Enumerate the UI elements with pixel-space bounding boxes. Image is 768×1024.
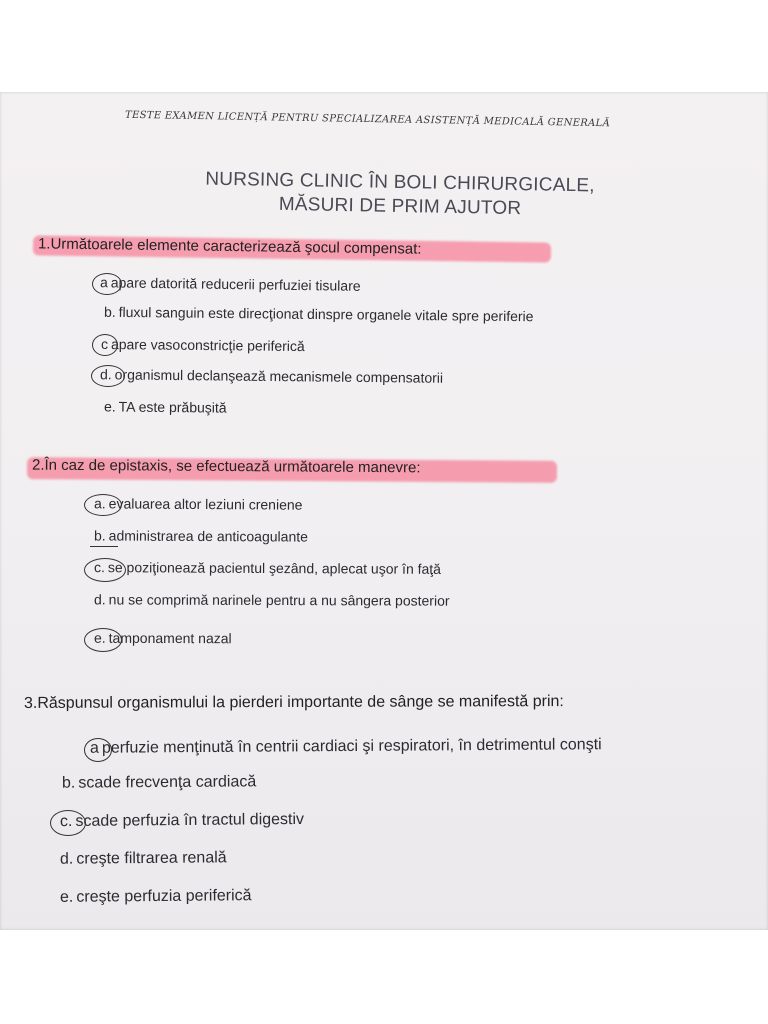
answer-circle-mark — [92, 273, 122, 295]
page-title-line2: MĂSURI DE PRIM AJUTOR — [278, 193, 522, 220]
option-letter: b. — [103, 303, 116, 320]
q3-option-d — [60, 849, 227, 868]
option-letter: a — [89, 739, 99, 757]
answer-circle-mark — [84, 494, 122, 516]
q2-option-b — [94, 527, 308, 544]
answer-circle-mark — [91, 365, 125, 387]
option-text: creşte filtrarea renală — [76, 849, 227, 868]
option-letter: b. — [61, 774, 76, 792]
option-text: apare datorită reducerii perfuziei tisulare — [110, 274, 361, 294]
question-3: 3.Răspunsul organismului la pierderi importante de sânge se manifestă prin: — [23, 693, 564, 712]
question-1: 1.Următoarele elemente caracterizează şocul compensat: — [37, 235, 422, 258]
answer-circle-mark — [84, 628, 122, 652]
option-letter: d. — [59, 850, 74, 868]
option-text: apare vasoconstricţie periferică — [110, 336, 305, 355]
option-letter: c. — [93, 559, 105, 576]
page-title-line1: NURSING CLINIC ÎN BOLI CHIRURGICALE, — [205, 168, 595, 197]
option-letter: d. — [99, 366, 112, 383]
q1-option-c — [101, 336, 305, 354]
q3-option-a — [90, 736, 602, 758]
option-text: se poziţionează pacientul şezând, aplecat uşor în faţă — [107, 559, 442, 577]
option-letter: e. — [59, 888, 74, 906]
option-letter: e. — [93, 629, 106, 646]
q2-option-c — [94, 559, 441, 577]
option-text: evaluarea altor leziuni creniene — [108, 495, 303, 513]
option-letter: a. — [93, 495, 106, 512]
option-text: tamponament nazal — [108, 629, 232, 647]
option-letter: d. — [93, 591, 106, 608]
option-text: organismul declanşează mecanismele compensatorii — [114, 366, 444, 386]
option-text: perfuzie menţinută în centrii cardiaci şi respiratori, în detrimentul conşti — [101, 736, 602, 757]
option-text: scade perfuzia în tractul digestiv — [75, 810, 305, 830]
question-2: 2.În caz de epistaxis, se efectuează următoarele manevre: — [31, 456, 421, 477]
q3-option-e — [60, 887, 252, 907]
option-text: TA este prăbuşită — [118, 398, 227, 416]
answer-underline-mark — [90, 544, 118, 547]
answer-circle-mark — [84, 738, 112, 762]
option-text: scade frecvenţa cardiacă — [78, 773, 257, 792]
option-text: creşte perfuzia periferică — [76, 887, 252, 906]
option-letter: e. — [103, 398, 116, 415]
option-letter: b. — [93, 527, 106, 544]
q3-option-b — [62, 773, 256, 792]
q2-option-a — [94, 495, 303, 512]
answer-circle-mark — [50, 810, 86, 836]
option-text: administrarea de anticoagulante — [108, 527, 308, 545]
option-letter: c — [100, 335, 109, 353]
option-text: fluxul sanguin este direcţionat dinspre organele vitale spre periferie — [118, 303, 534, 325]
option-text: nu se comprimă narinele pentru a nu sângera posterior — [108, 591, 450, 609]
answer-circle-mark — [84, 558, 126, 582]
q3-option-c — [60, 811, 304, 831]
document-header: TESTE EXAMEN LICENȚĂ PENTRU SPECIALIZAREA ASISTENȚĂ MEDICALĂ GENERALĂ — [124, 109, 611, 130]
option-letter: a — [99, 274, 108, 291]
option-letter: c. — [59, 812, 73, 831]
answer-circle-mark — [92, 334, 118, 356]
q1-option-e — [104, 398, 227, 415]
q2-option-d — [94, 591, 450, 608]
